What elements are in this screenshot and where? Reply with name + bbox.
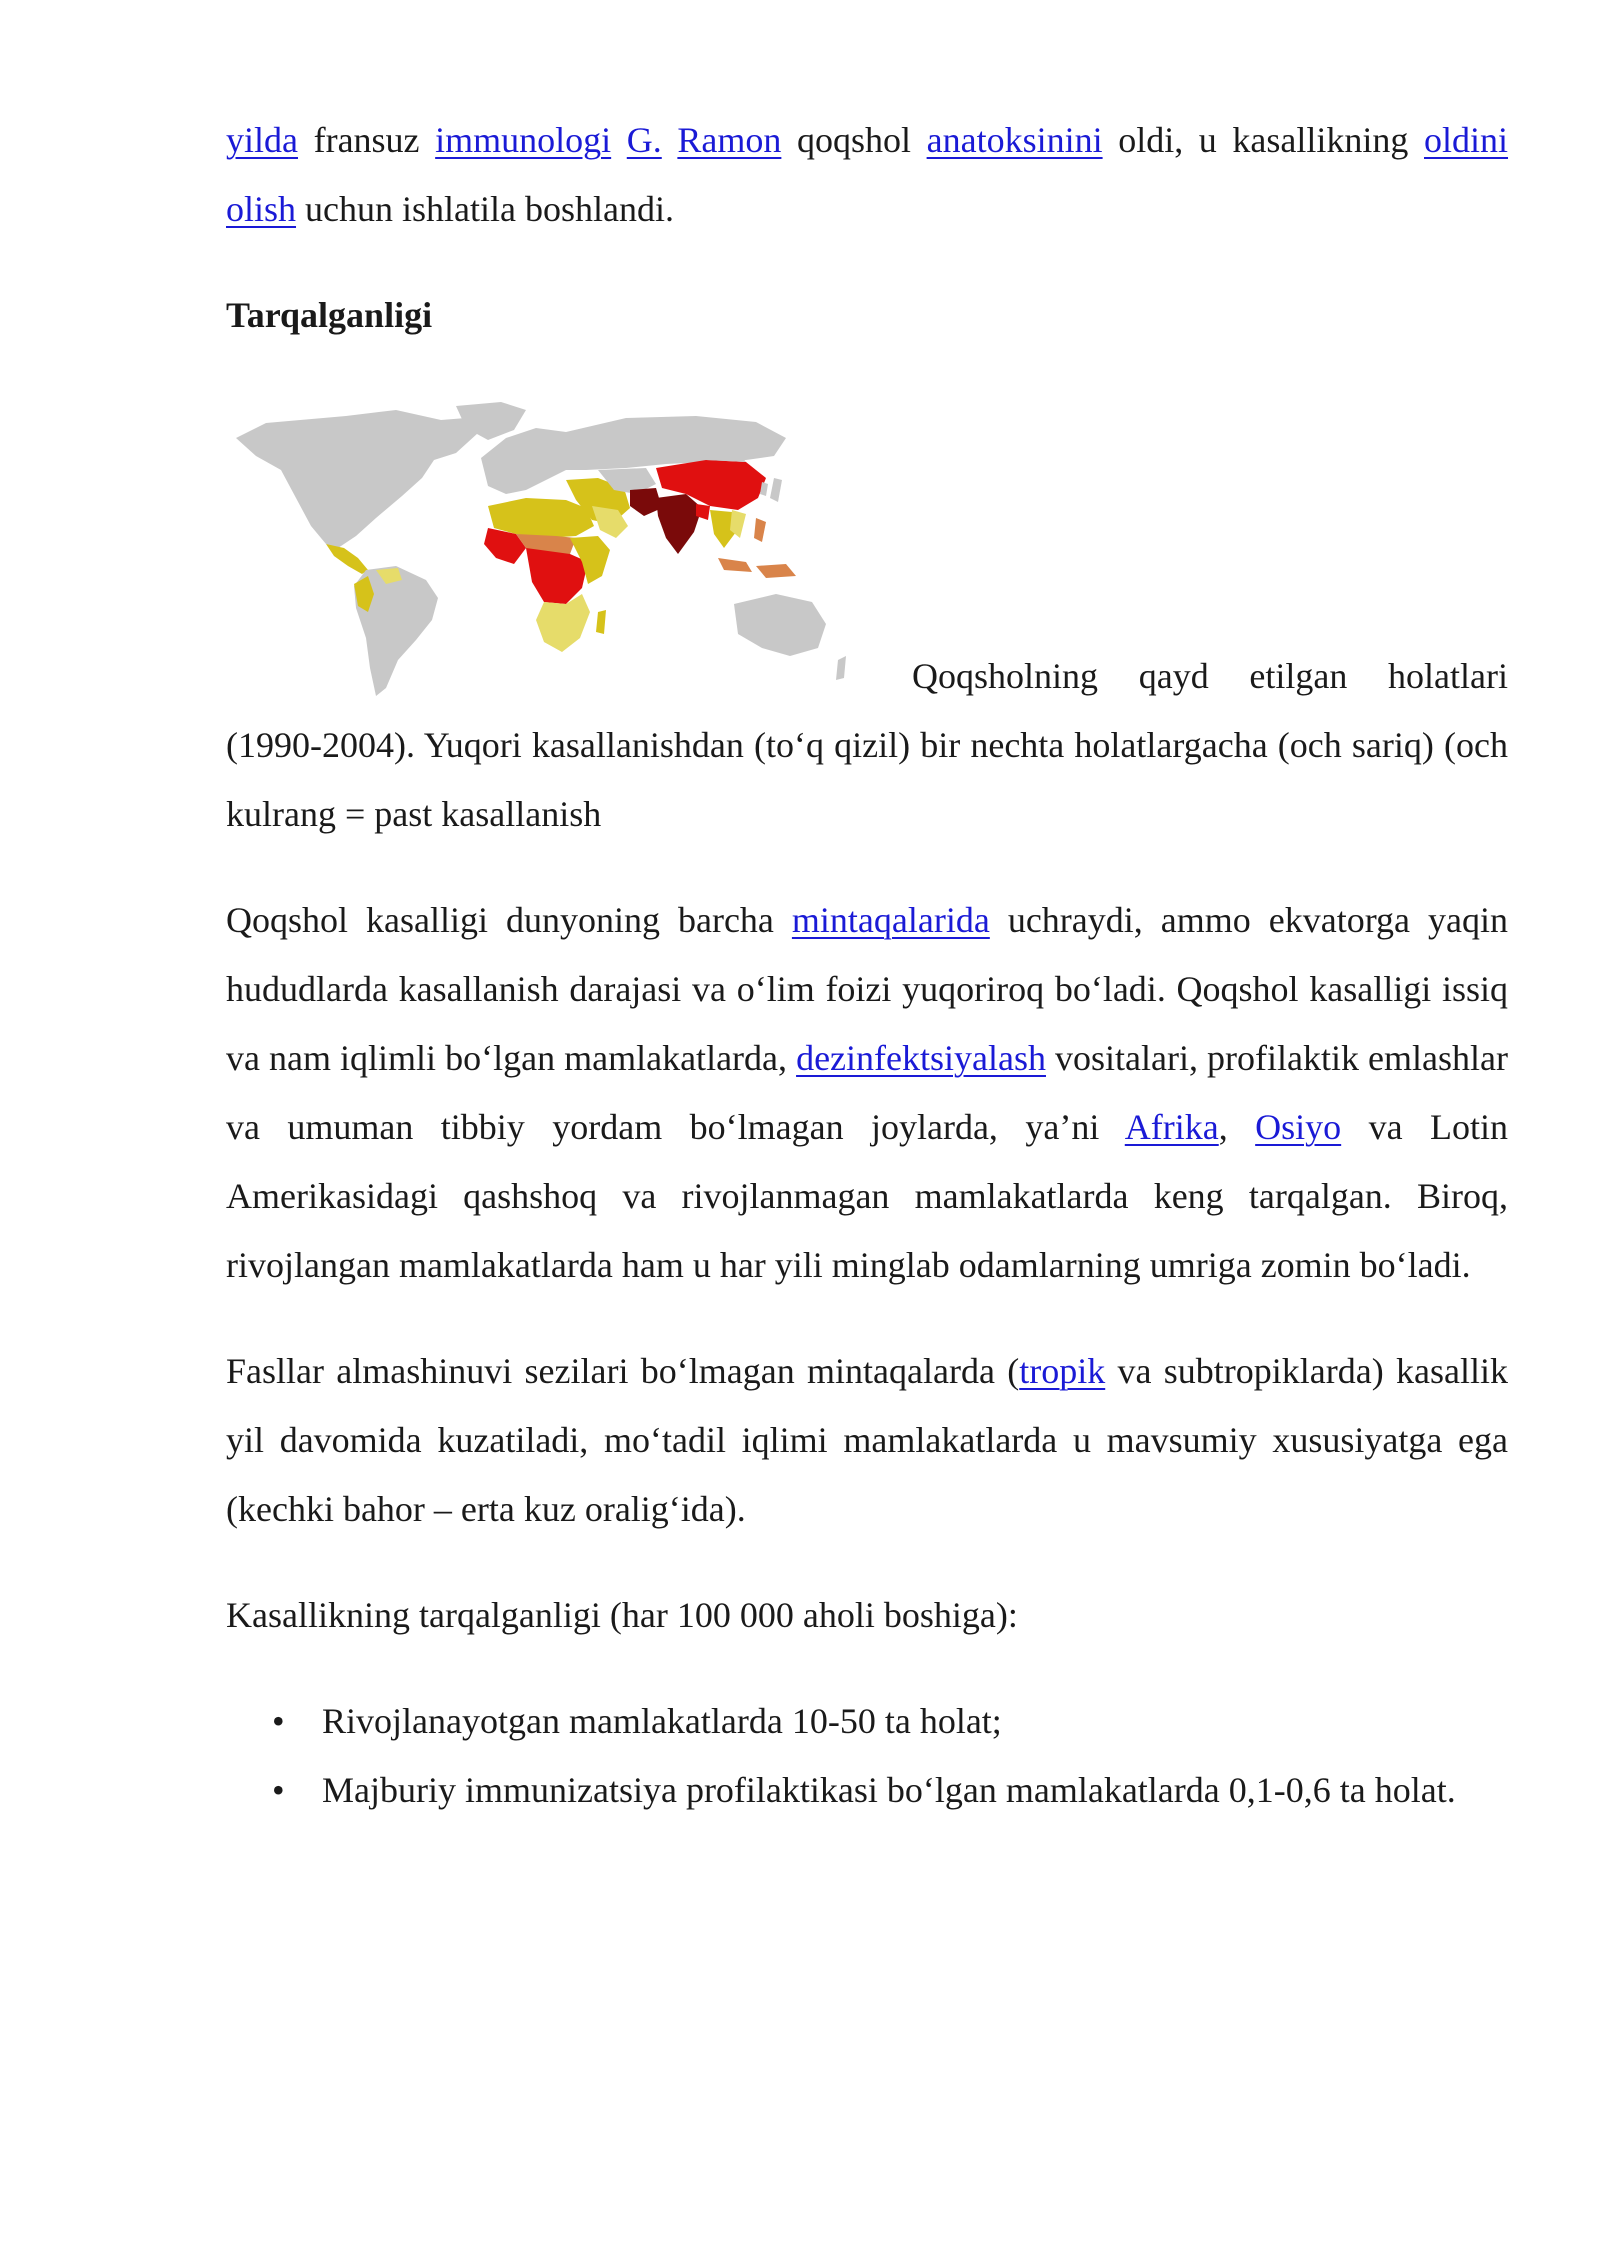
map-india	[656, 494, 702, 554]
map-north-america	[236, 410, 478, 548]
link-oldini-olish[interactable]: oldini olish	[226, 120, 1509, 229]
figure-caption-start: Qoqsholning qayd etilgan holatlari	[912, 656, 1508, 696]
para2-text-2: uchraydi, ammo ekvatorga yaqin hududlarda kasallanish darajasi va o‘lim foizi yuqoriroq bo‘ladi. Qoqshol kasalligi issiq va nam iqlimli bo‘lgan mamlakatlarda,	[226, 900, 1508, 1078]
para2-text-3: vositalari, profilaktik emlashlar va umuman tibbiy yordam bo‘lmagan joylarda, ya’ni	[226, 1038, 1508, 1147]
link-dezinfektsiyalash[interactable]: dezinfektsiyalash	[796, 1038, 1046, 1078]
figure-caption-rest: (1990-2004). Yuqori kasallanishdan (to‘q qizil) bir nechta holatlargacha (och sariq) (och kulrang = past kasallanish	[226, 725, 1508, 834]
map-japan	[770, 478, 782, 502]
bullet-icon: •	[272, 1701, 285, 1741]
link-osiyo[interactable]: Osiyo	[1255, 1107, 1342, 1147]
map-north-asia	[566, 416, 786, 470]
prevalence-paragraph	[226, 886, 1508, 1300]
intro-text-5: oldi, u kasallikning	[1102, 120, 1424, 160]
intro-text-6: uchun ishlatila boshlandi.	[296, 189, 674, 229]
link-g[interactable]: G.	[626, 120, 662, 160]
intro-text-1: fransuz	[297, 120, 436, 160]
link-yilda[interactable]: yilda	[226, 120, 298, 160]
list-item	[272, 1756, 1508, 1825]
link-anatoksinini[interactable]: anatoksinini	[926, 120, 1103, 160]
map-central-america	[326, 544, 368, 574]
para2-text-1: Qoqshol kasalligi dunyoning barcha	[226, 900, 792, 940]
link-tropik[interactable]: tropik	[1019, 1351, 1106, 1391]
para2-text-5: va Lotin Amerikasidagi qashshoq va rivojlanmagan mamlakatlarda keng tarqalgan. Biroq, rivojlangan mamlakatlarda ham u har yili minglab odamlarning umriga zomin bo‘ladi.	[226, 1107, 1508, 1285]
map-africa-central	[526, 548, 588, 604]
map-australia	[734, 594, 826, 656]
map-madagascar	[596, 610, 606, 634]
incidence-intro-paragraph: Kasallikning tarqalganligi (har 100 000 aholi boshiga):	[226, 1595, 1018, 1635]
intro-text-2	[611, 120, 627, 160]
list-item-text: Rivojlanayotgan mamlakatlarda 10-50 ta holat;	[322, 1701, 1002, 1741]
link-mintaqalarida[interactable]: mintaqalarida	[791, 900, 990, 940]
intro-text-4: qoqshol	[781, 120, 927, 160]
map-indonesia-e	[756, 564, 796, 578]
section-heading: Tarqalganligi	[226, 295, 433, 335]
seasonality-paragraph	[226, 1337, 1508, 1544]
list-item	[272, 1687, 1508, 1756]
incidence-list	[226, 1687, 1508, 1825]
link-afrika[interactable]: Afrika	[1124, 1107, 1219, 1147]
para3-text-1: Fasllar almashinuvi sezilari bo‘lmagan mintaqalarda (	[226, 1351, 1020, 1391]
list-item-text: Majburiy immunizatsiya profilaktikasi bo‘lgan mamlakatlarda 0,1-0,6 ta holat.	[322, 1770, 1456, 1810]
link-ramon[interactable]: Ramon	[677, 120, 782, 160]
para2-text-4: ,	[1218, 1107, 1256, 1147]
map-philippines	[754, 518, 766, 542]
map-new-zealand	[836, 656, 846, 680]
intro-text-3	[662, 120, 678, 160]
document-page	[226, 106, 1508, 1825]
world-map-image	[226, 398, 852, 704]
figure-with-caption	[226, 394, 1508, 849]
map-indonesia-w	[718, 558, 752, 572]
intro-paragraph	[226, 106, 1508, 244]
para3-text-2: va subtropiklarda) kasallik yil davomida kuzatiladi, mo‘tadil iqlimi mamlakatlarda u mavsumiy xususiyatga ega (kechki bahor – erta kuz oralig‘ida).	[226, 1351, 1508, 1529]
map-europe	[481, 428, 578, 494]
link-immunologi[interactable]: immunologi	[435, 120, 612, 160]
bullet-icon: •	[272, 1770, 285, 1810]
